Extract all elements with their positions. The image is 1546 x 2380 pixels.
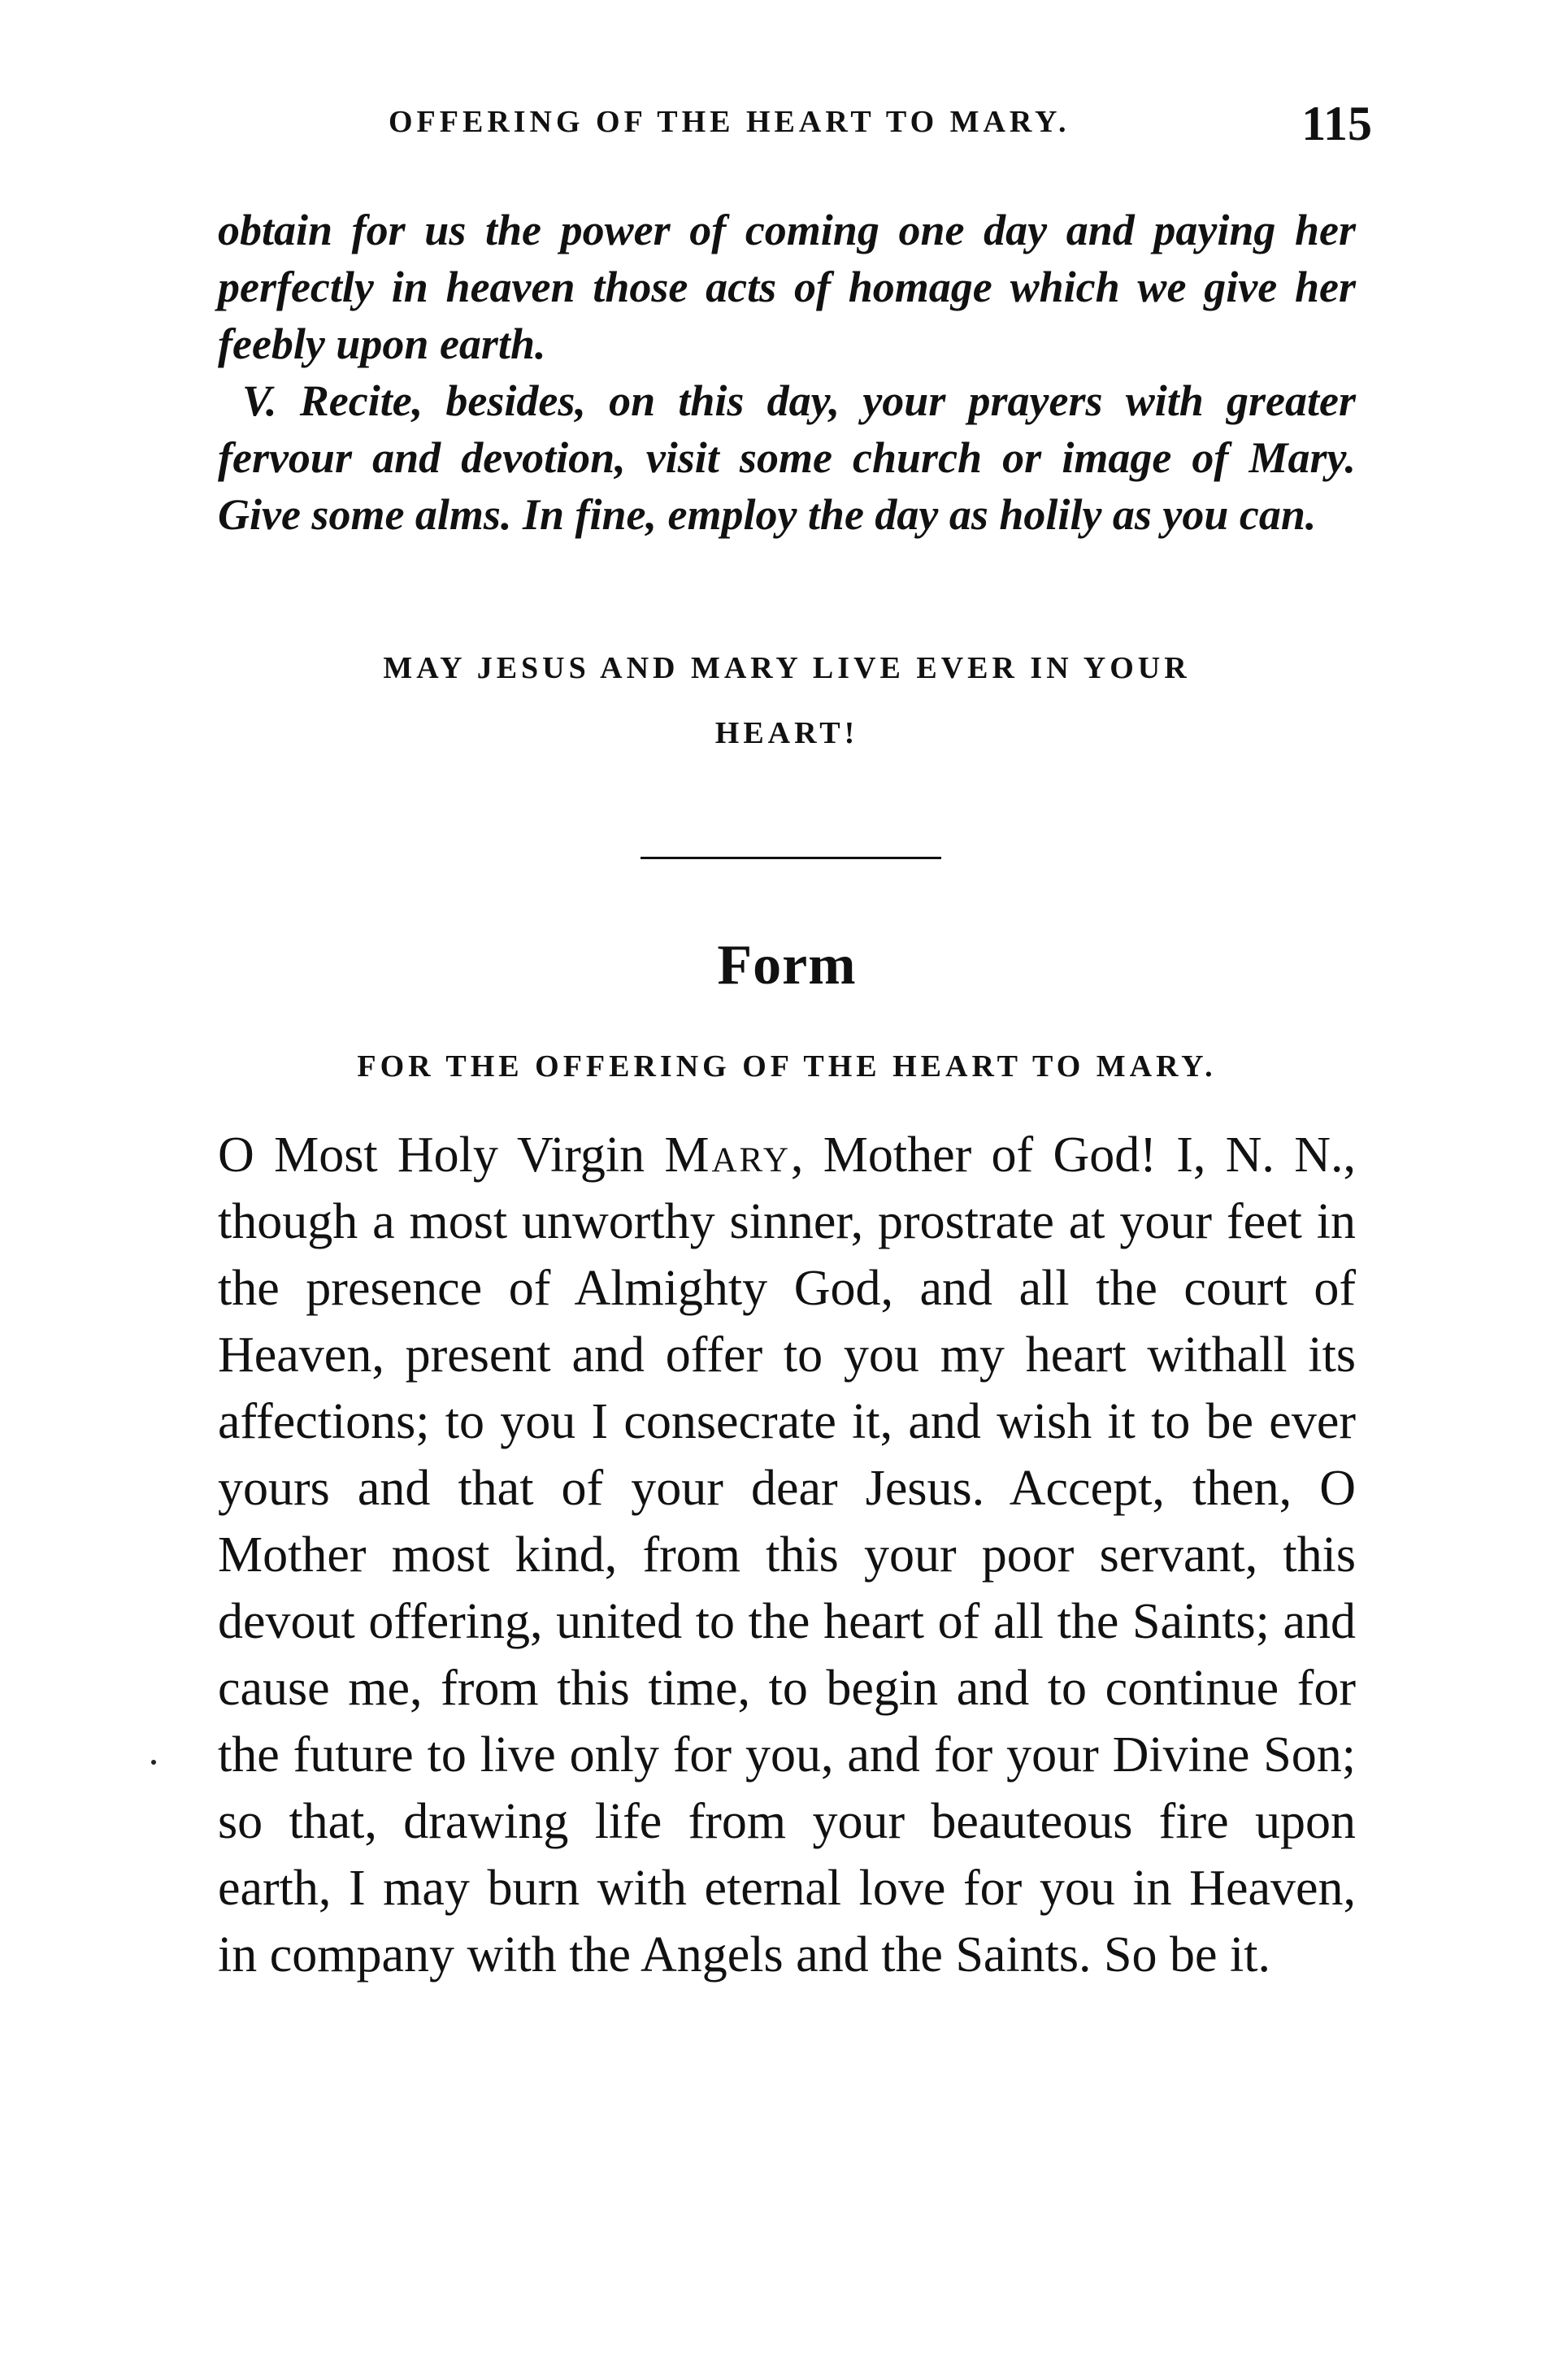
closing-line-2: HEART! <box>714 716 859 750</box>
section-title: Form <box>717 934 857 997</box>
running-title: OFFERING OF THE HEART TO MARY. <box>389 105 1070 139</box>
prayer-text <box>218 1122 1356 1988</box>
continuation-paragraph: obtain for us the power of coming one day and paying her perfectly in heaven those acts of homage which we give her feebly upon earth. <box>218 206 1356 368</box>
prayer-opening: O Most Holy Virgin <box>218 1127 665 1183</box>
italic-instructions <box>218 202 1356 543</box>
running-head <box>389 96 1372 161</box>
prayer-body: , Mother of God! I, N. N., though a most unworthy sinner, prostrate at your feet in the presence of Almighty God, and all the court of Heaven, present and offer to you my heart withall its affections; to you I consecrate it, and wish it to be ever yours and that of your dear Jesus. Accept, then, O Mother most kind, from this your poor servant, this devout offering, united to the heart of all the Saints; and cause me, from this time, to begin and to continue for the future to live only for you, and for your Divine Son; so that, drawing life from your beauteous fire upon earth, I may burn with eternal love for you in Heaven, in company with the Angels and the Saints. So be it. <box>218 1127 1357 1983</box>
closing-line-1: MAY JESUS AND MARY LIVE EVER IN YOUR <box>383 651 1191 685</box>
prayer-paragraph <box>218 1122 1356 1988</box>
section-subtitle: FOR THE OFFERING OF THE HEART TO MARY. <box>357 1049 1217 1084</box>
section-divider <box>641 857 941 859</box>
margin-speck <box>151 1760 156 1765</box>
prayer-name-small-caps: Mary <box>664 1127 791 1183</box>
instruction-v-paragraph: V. Recite, besides, on this day, your prayers with greater fervour and devotion, visit some church or image of Mary. Give some alms. In fine, employ the day as holily as you can. <box>218 376 1356 539</box>
page-number: 115 <box>1301 97 1372 150</box>
